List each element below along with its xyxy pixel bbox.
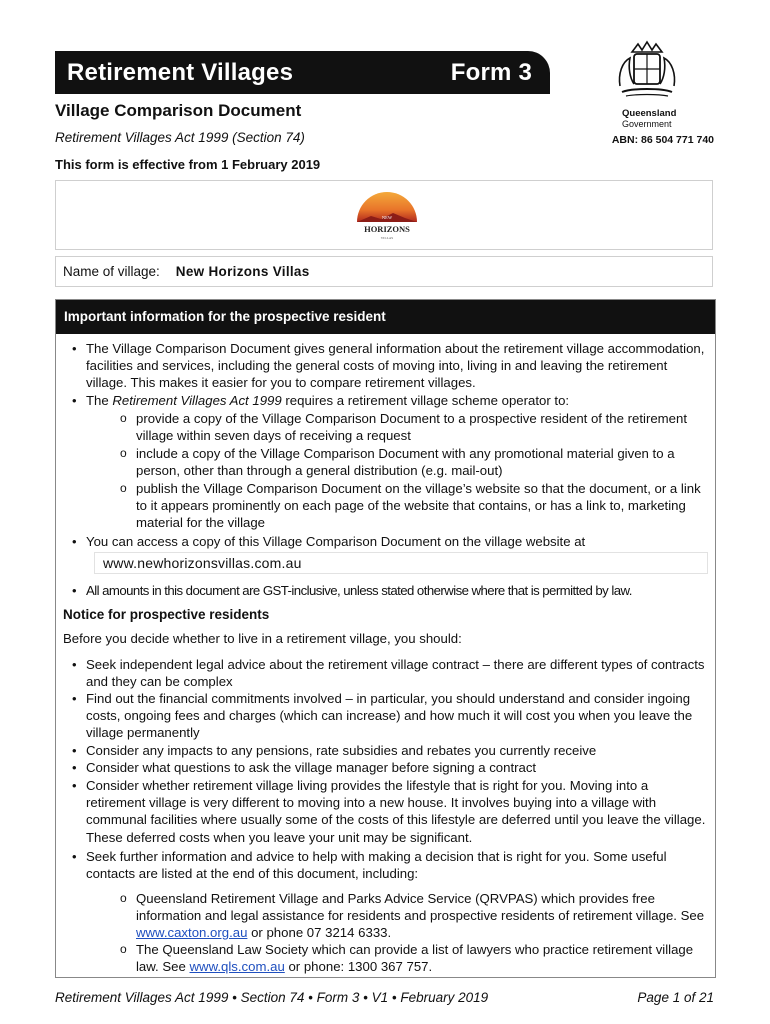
list-item: • Consider what questions to ask the village manager before signing a contract <box>86 759 708 776</box>
notice-intro: Before you decide whether to live in a retirement village, you should: <box>63 631 462 646</box>
document-subtitle: Village Comparison Document <box>55 101 302 120</box>
village-name-field[interactable]: New Horizons Villas <box>175 264 310 279</box>
list-item: • All amounts in this document are GST-inclusive, unless stated otherwise where that is permitted by law. <box>86 582 708 599</box>
important-info-heading: Important information for the prospective resident <box>56 300 715 334</box>
sub-list-item: o include a copy of the Village Comparison Document with any promotional material given to a person, other than through a general distribution (e.g. mail-out) <box>136 445 708 479</box>
logo-text-bottom: VILLAS <box>380 236 394 240</box>
page-title: Retirement Villages <box>67 58 294 86</box>
list-item: • The Village Comparison Document gives general information about the retirement village accommodation, facilities and services, including the general costs of moving into, living in and leaving the retirement village. This makes it easier for you to compare retirement villages. <box>86 340 708 392</box>
village-logo-box <box>55 180 713 250</box>
village-logo <box>351 186 423 244</box>
list-item: • You can access a copy of this Village Comparison Document on the village website at <box>86 533 708 550</box>
queensland-government-logo <box>612 38 712 129</box>
village-name-row <box>55 256 713 287</box>
notice-heading: Notice for prospective residents <box>63 607 270 622</box>
abn-number: ABN: 86 504 771 740 <box>611 134 714 146</box>
sub-list-item: o provide a copy of the Village Comparison Document to a prospective resident of the retirement village within seven days of receiving a request <box>136 410 708 444</box>
coat-of-arms-icon <box>612 38 682 104</box>
act-reference: Retirement Villages Act 1999 (Section 74) <box>55 130 305 145</box>
sub-list-item: o The Queensland Law Society which can provide a list of lawyers who practice retirement village law. See www.qls.com.au or phone: 1300 367 757. <box>136 941 708 975</box>
caxton-link[interactable]: www.caxton.org.au <box>136 925 248 941</box>
footer-reference: Retirement Villages Act 1999 • Section 74 • Form 3 • V1 • February 2019 <box>55 990 489 1005</box>
list-item: • Consider any impacts to any pensions, rate subsidies and rebates you currently receive <box>86 742 708 759</box>
sub-list-item: o Queensland Retirement Village and Parks Advice Service (QRVPAS) which provides free information and legal assistance for residents and prospective residents of retirement village. See www.caxton.org.au or phone 07 3214 6333. <box>136 890 708 942</box>
village-name-label: Name of village: <box>63 264 160 279</box>
government-name-line2: Government <box>622 119 672 129</box>
government-name-line1: Queensland <box>622 108 677 119</box>
qls-link[interactable]: www.qls.com.au <box>189 959 285 975</box>
list-item: • Consider whether retirement village living provides the lifestyle that is right for you. Moving into a retirement village is very different to moving into a new house. It involves buying into a village with communal facilities where usually some of the costs of this lifestyle are deferred until you leave the village. These deferred costs when you leave your unit may be significant. <box>86 777 708 846</box>
form-number: Form 3 <box>450 58 532 86</box>
sub-list-item: o publish the Village Comparison Document on the village’s website so that the document, or a link to it appears prominently on each page of the website that contains, or has a link to, marketing material for the village <box>136 480 708 532</box>
list-item: • Find out the financial commitments involved – in particular, you should understand and consider ingoing costs, ongoing fees and charges (which can increase) and how much it will cost you when you leave the village permanently <box>86 690 708 742</box>
list-item: • Seek further information and advice to help with making a decision that is right for you. Some useful contacts are listed at the end of this document, including: <box>86 848 708 882</box>
act-name: Retirement Villages Act 1999 <box>112 393 282 408</box>
village-website-field[interactable]: www.newhorizonsvillas.com.au <box>94 552 708 574</box>
effective-date: This form is effective from 1 February 2019 <box>55 157 321 172</box>
important-info-box <box>55 299 716 978</box>
logo-text-top: NEW <box>381 215 393 220</box>
list-item: • Seek independent legal advice about the retirement village contract – there are different types of contracts and they can be complex <box>86 656 708 690</box>
title-banner <box>55 51 550 94</box>
list-item: • The Retirement Villages Act 1999 requires a retirement village scheme operator to: <box>86 392 708 409</box>
page-number: Page 1 of 21 <box>637 990 714 1005</box>
logo-text-main: HORIZONS <box>364 224 410 234</box>
